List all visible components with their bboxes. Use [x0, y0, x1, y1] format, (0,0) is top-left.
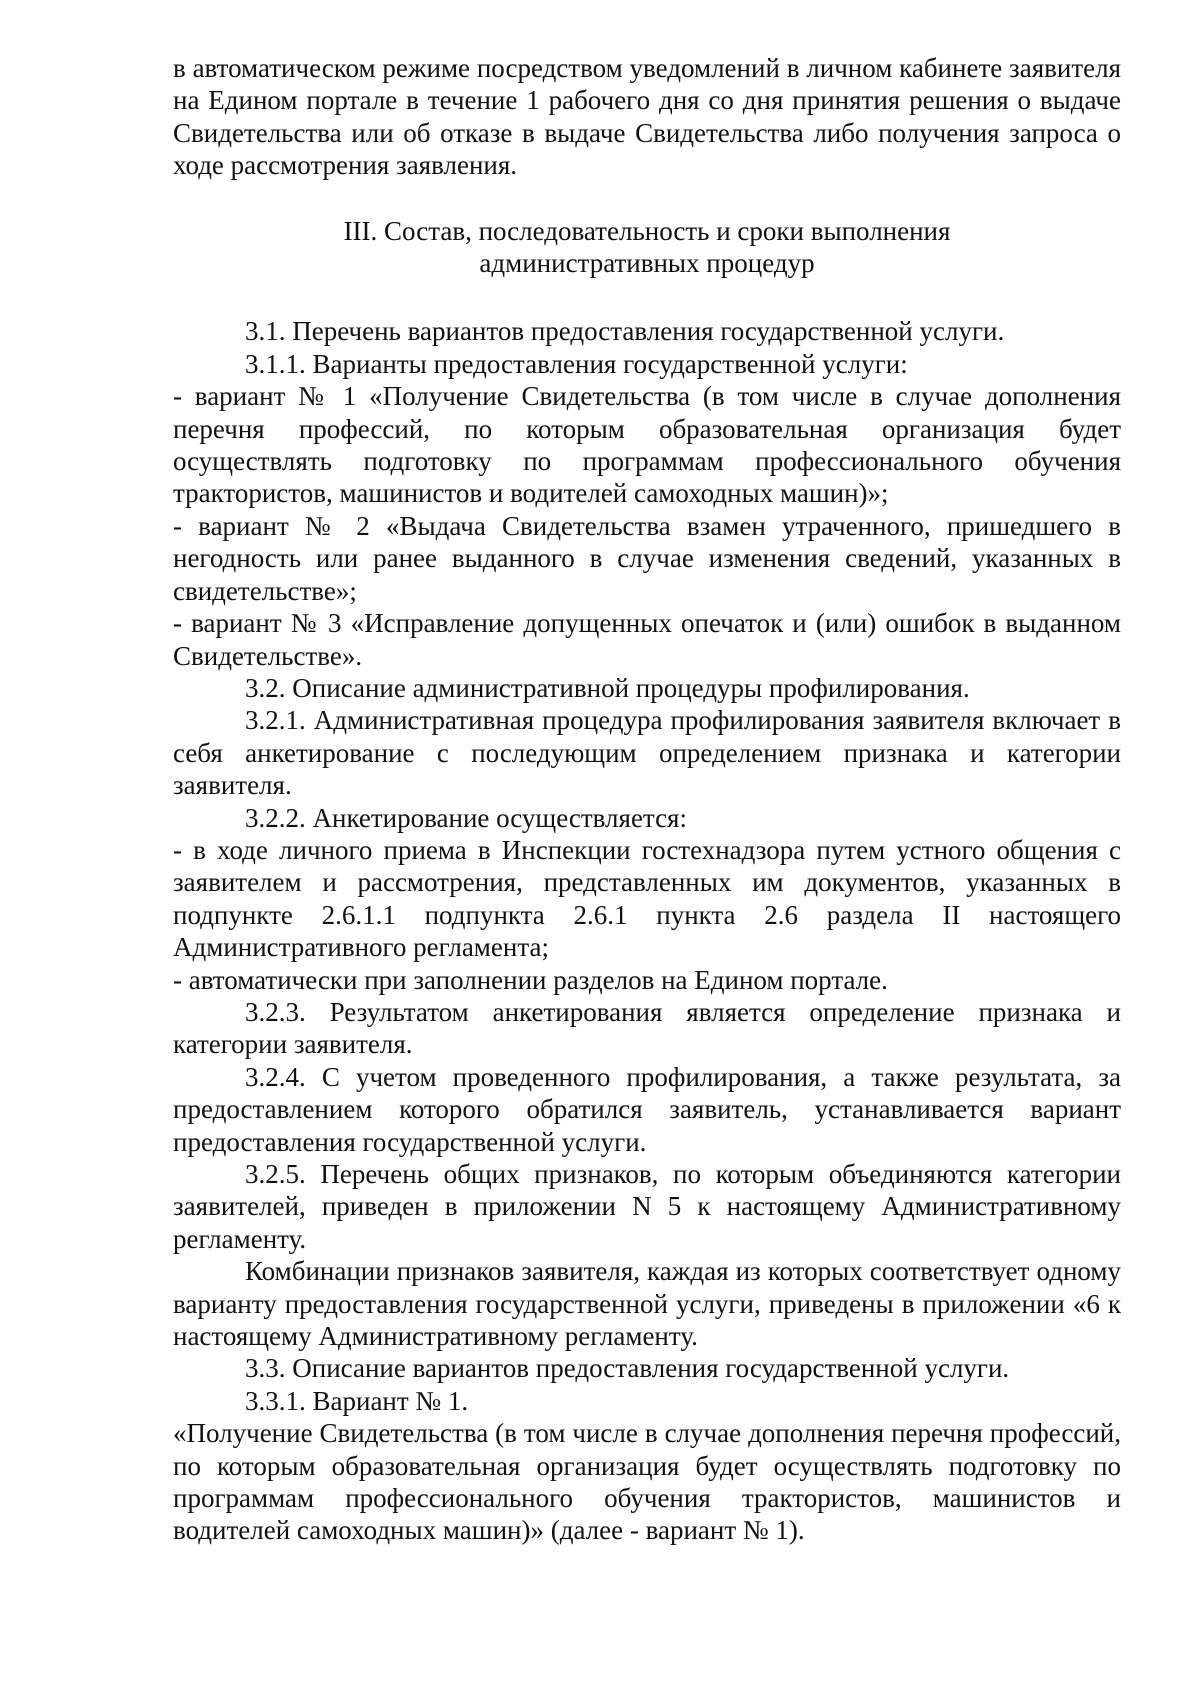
paragraph-3-3: 3.3. Описание вариантов предоставления государственной услуги. — [245, 1353, 1010, 1384]
paragraph-combinations: Комбинации признаков заявителя, каждая из которых соответствует одному варианту предоставления государственной услуги, приведены в приложении «6 к настоящему Административному регламенту. — [173, 1256, 1121, 1352]
list-item-automatic: - автоматически при заполнении разделов на Едином портале. — [173, 964, 888, 995]
paragraph-3-2-4: 3.2.4. С учетом проведенного профилирования, а также результата, за предоставлением которого обратился заявитель, устанавливается вариант предоставления государственной услуги. — [173, 1061, 1121, 1157]
list-item-variant-3: - вариант № 3 «Исправление допущенных опечаток и (или) ошибок в выданном Свидетельстве». — [173, 608, 1121, 671]
paragraph-3-2-5: 3.2.5. Перечень общих признаков, по которым объединяются категории заявителей, приведен в приложении N 5 к настоящему Административному регламенту. — [173, 1159, 1121, 1254]
list-item-variant-1: - вариант № 1 «Получение Свидетельства (в том числе в случае дополнения перечня профессий, по которым образовательная организация будет осуществлять подготовку по программам профессионального обучения трактористов, машинистов и водителей самоходных машин)»; — [173, 381, 1121, 509]
paragraph-3-2-1: 3.2.1. Административная процедура профилирования заявителя включает в себя анкетирование с последующим определением признака и категории заявителя. — [173, 705, 1121, 801]
document-page — [173, 52, 1121, 1547]
paragraph-3-1: 3.1. Перечень вариантов предоставления государственной услуги. — [245, 316, 1005, 347]
section-heading-line-2: административных процедур — [479, 248, 815, 279]
paragraph-3-2-2: 3.2.2. Анкетирование осуществляется: — [245, 802, 687, 833]
list-item-variant-2: - вариант № 2 «Выдача Свидетельства взамен утраченного, пришедшего в негодность или ранее выданного в случае изменения сведений, указанных в свидетельстве»; — [173, 510, 1121, 606]
paragraph-3-2-3: 3.2.3. Результатом анкетирования является определение признака и категории заявителя. — [173, 996, 1121, 1060]
paragraph-3-3-1: 3.3.1. Вариант № 1. — [245, 1385, 469, 1416]
section-heading — [173, 215, 1121, 280]
paragraph-3-1-1: 3.1.1. Варианты предоставления государственной услуги: — [245, 348, 908, 379]
intro-paragraph: в автоматическом режиме посредством уведомлений в личном кабинете заявителя на Едином портале в течение 1 рабочего дня со дня принятия решения о выдаче Свидетельства или об отказе в выдаче Свидетельства либо получения запроса о ходе рассмотрения заявления. — [173, 53, 1121, 181]
section-heading-line-1: III. Состав, последовательность и сроки выполнения — [343, 215, 951, 246]
paragraph-3-2: 3.2. Описание административной процедуры профилирования. — [245, 672, 970, 703]
paragraph-variant-1-title: «Получение Свидетельства (в том числе в случае дополнения перечня профессий, по которым образовательная организация будет осуществлять подготовку по программам профессионального обучения трактористов, машинистов и водителей самоходных машин)» (далее - вариант № 1). — [173, 1418, 1121, 1546]
list-item-personal-reception: - в ходе личного приема в Инспекции гостехнадзора путем устного общения с заявителем и рассмотрения, представленных им документов, указанных в подпункте 2.6.1.1 подпункта 2.6.1 пункта 2.6 раздела II настоящего Административного регламента; — [173, 834, 1121, 963]
